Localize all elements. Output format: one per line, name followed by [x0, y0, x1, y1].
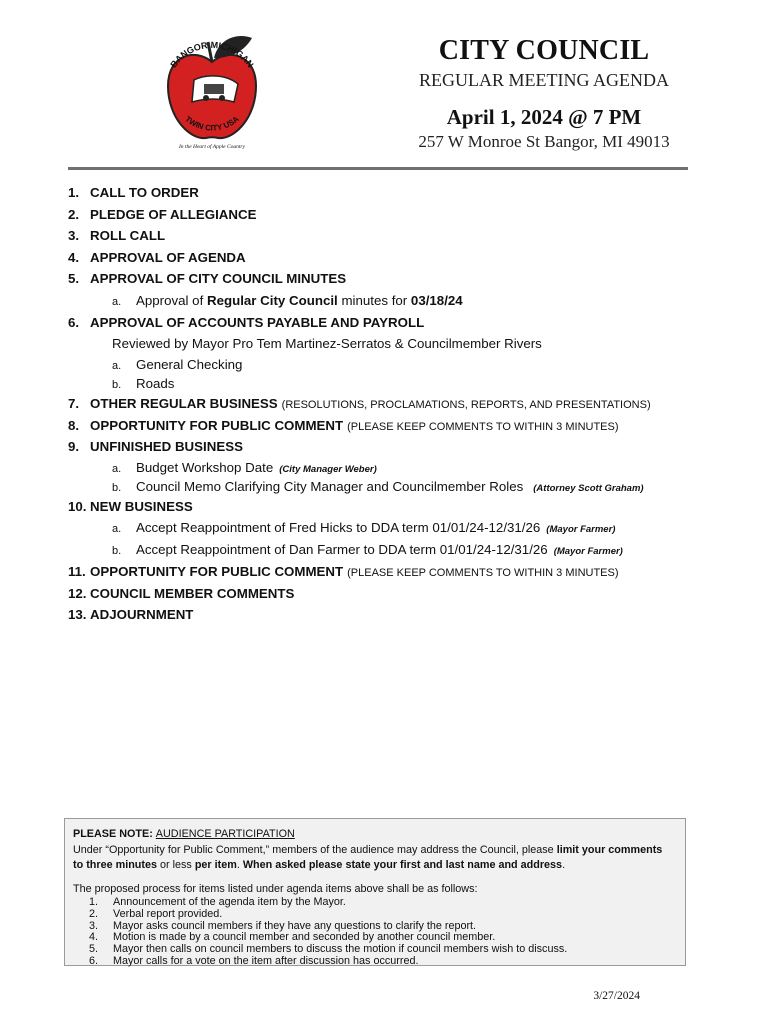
agenda-header — [394, 36, 694, 154]
meeting-address: 257 W Monroe St Bangor, MI 49013 — [418, 132, 670, 151]
agenda-item — [68, 204, 708, 226]
subitem-text: Roads — [136, 376, 175, 391]
agenda-subitem — [68, 290, 708, 312]
step-number: 3. — [89, 919, 99, 932]
item-number: 4. — [68, 249, 80, 265]
document-date: 3/27/2024 — [593, 990, 640, 1002]
process-step — [89, 909, 677, 921]
item-label: PLEDGE OF ALLEGIANCE — [90, 206, 257, 222]
note-heading: PLEASE NOTE: AUDIENCE PARTICIPATION — [73, 828, 295, 840]
item-label: APPROVAL OF ACCOUNTS PAYABLE AND PAYROLL — [90, 314, 425, 330]
item-number: 3. — [68, 228, 80, 243]
subitem-text: Accept Reappointment of Dan Farmer to DDA term 01/01/24-12/31/26 — [136, 542, 548, 557]
reviewed-by-note: Reviewed by Mayor Pro Tem Martinez-Serratos & Councilmember Rivers — [112, 336, 542, 351]
agenda-item — [68, 583, 708, 605]
item-number: 12. — [68, 585, 87, 601]
item-label: APPROVAL OF AGENDA — [90, 249, 246, 265]
item-number: 11. — [68, 564, 86, 579]
note-body: Under “Opportunity for Public Comment,” members of the audience may address the Council, please limit your comments to three minutes or less per item. When asked please state your first and last name and address. — [73, 843, 663, 871]
agenda-subitem — [68, 477, 708, 496]
subitem-letter: b. — [112, 545, 122, 557]
item-label: UNFINISHED BUSINESS — [90, 439, 243, 454]
process-step — [89, 956, 677, 968]
page-subtitle: REGULAR MEETING AGENDA — [419, 70, 669, 90]
step-text: Announcement of the agenda item by the Mayor. — [113, 896, 346, 908]
step-text: Mayor asks council members if they have any questions to clarify the report. — [113, 919, 477, 932]
city-logo — [148, 28, 276, 156]
subitem-presenter: (City Manager Weber) — [279, 463, 377, 475]
subitem-presenter: (Mayor Farmer) — [546, 524, 616, 535]
item-number: 2. — [68, 206, 80, 222]
agenda-item — [68, 182, 708, 204]
process-steps — [89, 897, 677, 968]
subitem-letter: a. — [112, 295, 122, 308]
agenda-list — [68, 182, 708, 626]
subitem-presenter: (Attorney Scott Graham) — [533, 482, 644, 494]
page-title: CITY COUNCIL — [438, 35, 650, 66]
agenda-subitem — [68, 517, 708, 539]
meeting-date: April 1, 2024 @ 7 PM — [446, 105, 642, 129]
agenda-item — [68, 436, 708, 458]
item-label: ADJOURNMENT — [90, 607, 194, 622]
item-note: (PLEASE KEEP COMMENTS TO WITHIN 3 MINUTES) — [347, 567, 619, 579]
agenda-item — [68, 393, 708, 415]
item-label: OTHER REGULAR BUSINESS — [90, 396, 278, 411]
process-intro: The proposed process for items listed under agenda items above shall be as follows: — [73, 882, 478, 895]
logo-tagline: In the Heart of Apple Country — [178, 144, 246, 150]
audience-participation-note — [64, 818, 686, 966]
step-number: 4. — [89, 931, 99, 944]
item-number: 13. — [68, 607, 87, 622]
subitem-letter: a. — [112, 462, 122, 475]
logo-top-text: BANGOR MICHIGAN — [168, 39, 256, 70]
step-text: Mayor calls for a vote on the item after discussion has occurred. — [113, 954, 419, 967]
step-text: Motion is made by a council member and seconded by another council member. — [113, 931, 496, 944]
subitem-text: General Checking — [136, 357, 243, 372]
agenda-item — [68, 268, 708, 290]
item-number: 10. — [68, 498, 87, 514]
agenda-item — [68, 496, 708, 518]
agenda-item — [68, 225, 708, 247]
step-text: Verbal report provided. — [113, 907, 223, 920]
agenda-item — [68, 604, 708, 626]
item-label: COUNCIL MEMBER COMMENTS — [90, 585, 295, 601]
step-number: 2. — [89, 907, 99, 920]
item-number: 6. — [68, 314, 80, 330]
item-number: 9. — [68, 439, 80, 454]
step-number: 5. — [89, 943, 99, 956]
item-label: APPROVAL OF CITY COUNCIL MINUTES — [90, 271, 347, 286]
agenda-subitem — [68, 539, 708, 561]
item-note: (PLEASE KEEP COMMENTS TO WITHIN 3 MINUTES) — [347, 420, 619, 433]
subitem-letter: b. — [112, 379, 122, 391]
item-number: 5. — [68, 271, 80, 286]
item-label: CALL TO ORDER — [90, 185, 199, 200]
agenda-item — [68, 247, 708, 269]
agenda-subitem — [68, 374, 708, 393]
subitem-letter: b. — [112, 481, 122, 494]
item-label: NEW BUSINESS — [90, 498, 193, 514]
subitem-text: Accept Reappointment of Fred Hicks to DDA term 01/01/24-12/31/26 — [136, 520, 541, 535]
step-number: 1. — [89, 896, 99, 908]
item-number: 7. — [68, 396, 80, 411]
agenda-item — [68, 312, 708, 334]
subitem-letter: a. — [112, 360, 122, 372]
subitem-text: Approval of Regular City Council minutes for 03/18/24 — [136, 292, 463, 308]
subitem-presenter: (Mayor Farmer) — [553, 546, 623, 557]
header-divider — [68, 167, 688, 170]
item-number: 1. — [68, 185, 80, 200]
logo-bottom-text: TWIN CITY USA — [183, 114, 241, 133]
item-label: ROLL CALL — [90, 228, 166, 243]
item-label: OPPORTUNITY FOR PUBLIC COMMENT — [90, 564, 344, 579]
subitem-text: Council Memo Clarifying City Manager and Councilmember Roles — [136, 478, 524, 494]
item-label: OPPORTUNITY FOR PUBLIC COMMENT — [90, 417, 344, 433]
step-text: Mayor then calls on council members to discuss the motion if council members wish to discuss. — [113, 943, 568, 956]
subitem-text: Budget Workshop Date — [136, 459, 274, 475]
agenda-subitem — [68, 458, 708, 477]
item-note: (RESOLUTIONS, PROCLAMATIONS, REPORTS, AND PRESENTATIONS) — [281, 399, 651, 411]
step-number: 6. — [89, 954, 99, 967]
item-number: 8. — [68, 417, 80, 433]
subitem-letter: a. — [112, 523, 122, 535]
agenda-subitem — [68, 355, 708, 374]
agenda-item — [68, 415, 708, 437]
agenda-item — [68, 561, 708, 583]
